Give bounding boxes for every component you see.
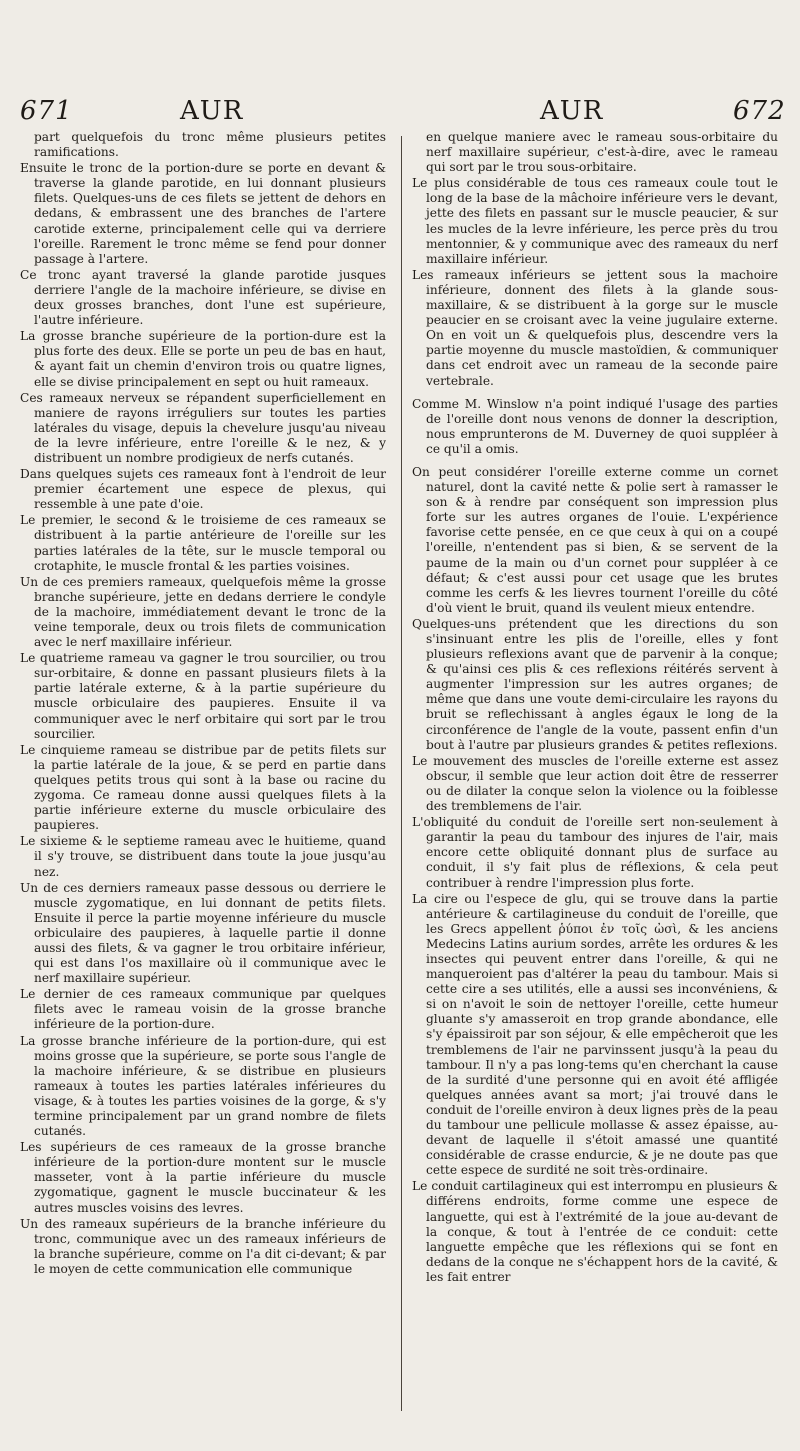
left-column bbox=[20, 130, 386, 1430]
paragraph: La grosse branche inférieure de la portion-dure, qui est moins grosse que la supérieure, se porte sous l'angle de la machoire inférieure, & se distribue en plusieurs rameaux à toutes les parties latérales inférieures du visage, & à toutes les parties voisines de la gorge, & s'y termine principalement par un grand nombre de filets cutanés. bbox=[20, 1033, 386, 1139]
paragraph: Comme M. Winslow n'a point indiqué l'usage des parties de l'oreille dont nous venons de donner la description, nous emprunterons de M. Duverney de quoi suppléer à ce qu'il a omis. bbox=[412, 396, 778, 456]
paragraph: Le premier, le second & le troisieme de ces rameaux se distribuent à la partie antérieure de l'oreille sur les parties latérales de la tête, sur le muscle temporal ou crotaphite, le muscle frontal & les parties voisines. bbox=[20, 513, 386, 573]
right-column bbox=[412, 130, 778, 1430]
paragraph: La cire ou l'espece de glu, qui se trouve dans la partie antérieure & cartilagineuse du conduit de l'oreille, que les Grecs appellent ῥύποι ἐν τοῖς ὠσὶ, & les anciens Medecins Latins aurium sordes, arrête les ordures & les insectes qui peuvent entrer dans l'oreille, & qui ne manqueroient pas d'altérer la peau du tambour. Mais si cette cire a ses utilités, elle a aussi ses inconvéniens, & si on n'avoit le soin de nettoyer l'oreille, cette humeur gluante s'y amasseroit en trop grande abondance, elle s'y épaissiroit par son séjour, & elle empêcheroit que les tremblemens de l'air ne parvinssent jusqu'à la peau du tambour. Il n'y a pas long-tems qu'en cherchant la cause de la surdité d'une personne qui en avoit été affligée quelques années avant sa mort; j'ai trouvé dans le conduit de l'oreille environ à deux lignes près de la peau du tambour une pellicule mollasse & assez épaisse, au-devant de laquelle il s'étoit amassé une quantité considérable de crasse endurcie, & je ne doute pas que cette espece de surdité ne soit très-ordinaire. bbox=[412, 891, 778, 1178]
paragraph: Le dernier de ces rameaux communique par quelques filets avec le rameau voisin de la grosse branche inférieure de la portion-dure. bbox=[20, 987, 386, 1032]
paragraph: On peut considérer l'oreille externe comme un cornet naturel, dont la cavité nette & polie sert à ramasser le son & à rendre par conséquent son impression plus forte sur les autres organes de l'ouie. L'expérience favorise cette pensée, en ce que ceux à qui on a coupé l'oreille, n'entendent pas si bien, & se servent de la paume de la main ou d'un cornet pour suppléer à ce défaut; & c'est aussi pour cet usage que les brutes comme les cerfs & les lievres tournent l'oreille du côté d'où vient le bruit, quand ils veulent mieux entendre. bbox=[412, 464, 778, 615]
running-head-left: AUR bbox=[180, 96, 244, 126]
paragraph: Les supérieurs de ces rameaux de la grosse branche inférieure de la portion-dure montent sur le muscle masseter, vont à la partie inférieure du muscle zygomatique, gagnent le muscle buccinateur & les autres muscles voisins des levres. bbox=[20, 1140, 386, 1215]
paragraph: Un de ces premiers rameaux, quelquefois même la grosse branche supérieure, jette en dedans derriere le condyle de la machoire, immédiatement devant le tronc de la veine temporale, deux ou trois filets de communication avec le nerf maxillaire inférieur. bbox=[20, 574, 386, 650]
paragraph: L'obliquité du conduit de l'oreille sert non-seulement à garantir la peau du tambour des injures de l'air, mais encore cette obliquité donnant plus de surface au conduit, il s'y fait plus de réflexions, & cela peut contribuer à rendre l'impression plus forte. bbox=[412, 815, 778, 890]
paragraph: Dans quelques sujets ces rameaux font à l'endroit de leur premier écartement une espece de plexus, qui ressemble à une pate d'oie. bbox=[20, 467, 386, 512]
column-divider bbox=[401, 136, 402, 1411]
paragraph: Le cinquieme rameau se distribue par de petits filets sur la partie latérale de la joue, & se perd en partie dans quelques petits trous qui sont à la base ou racine du zygoma. Ce rameau donne aussi quelques filets à la partie inférieure externe du muscle orbiculaire des paupieres. bbox=[20, 742, 386, 833]
paragraph: Quelques-uns prétendent que les directions du son s'insinuant entre les plis de l'oreille, elles y font plusieurs reflexions avant que de parvenir à la conque; & qu'ainsi ces plis & ces reflexions réitérés servent à augmenter l'impression sur les autres organes; de même que dans une voute demi-circulaire les rayons du bruit se reflechissant à angles égaux le long de la circonférence de l'angle de la voute, passent enfin d'un bout à l'autre par plusieurs grandes & petites reflexions. bbox=[412, 616, 778, 752]
paragraph: Les rameaux inférieurs se jettent sous la machoire inférieure, donnent des filets à la glande sous-maxillaire, & se distribuent à la gorge sur le muscle peaucier en se croisant avec la veine jugulaire externe. On en voit un & quelquefois plus, descendre vers la partie moyenne du muscle mastoïdien, & communiquer dans cet endroit avec un rameau de la seconde paire vertebrale. bbox=[412, 267, 778, 388]
paragraph: en quelque maniere avec le rameau sous-orbitaire du nerf maxillaire supérieur, c'est-à-dire, avec le rameau qui sort par le trou sous-orbitaire. bbox=[426, 130, 778, 175]
running-head-right: AUR bbox=[540, 96, 604, 126]
paragraph: Un de ces derniers rameaux passe dessous ou derriere le muscle zygomatique, en lui donnant de petits filets. Ensuite il perce la partie moyenne inférieure du muscle orbiculaire des paupieres, à laquelle partie il donne aussi des filets, & va gagner le trou orbitaire inférieur, qui est dans l'os maxillaire où il communique avec le nerf maxillaire supérieur. bbox=[20, 880, 386, 986]
paragraph: La grosse branche supérieure de la portion-dure est la plus forte des deux. Elle se porte un peu de bas en haut, & ayant fait un chemin d'environ trois ou quatre lignes, elle se divise principalement en sept ou huit rameaux. bbox=[20, 329, 386, 389]
paragraph: part quelquefois du tronc même plusieurs petites ramifications. bbox=[34, 130, 386, 160]
page-number-right: 672 bbox=[733, 96, 786, 126]
paragraph: Ces rameaux nerveux se répandent superficiellement en maniere de rayons irréguliers sur toutes les parties latérales du visage, depuis la chevelure jusqu'au niveau de la levre inférieure, entre l'oreille & le nez, & y distribuent un nombre prodigieux de nerfs cutanés. bbox=[20, 390, 386, 465]
paragraph: Le plus considérable de tous ces rameaux coule tout le long de la base de la mâchoire inférieure vers le devant, jette des filets en passant sur le muscle peaucier, & sur les mucles de la levre inférieure, les perce près du trou mentonnier, & y communique avec des rameaux du nerf maxillaire inférieur. bbox=[412, 176, 778, 266]
paragraph: Ensuite le tronc de la portion-dure se porte en devant & traverse la glande parotide, en lui donnant plusieurs filets. Quelques-uns de ces filets se jettent de dehors en dedans, & embrassent une des branches de l'artere carotide externe, principalement celle qui va derriere l'oreille. Rarement le tronc même se fend pour donner passage à l'artere. bbox=[20, 161, 386, 266]
paragraph: Le quatrieme rameau va gagner le trou sourcilier, ou trou sur-orbitaire, & donne en passant plusieurs filets à la partie latérale externe, & à la partie supérieure du muscle orbiculaire des paupieres. Ensuite il va communiquer avec le nerf orbitaire qui sort par le trou sourcilier. bbox=[20, 651, 386, 741]
paragraph: Le sixieme & le septieme rameau avec le huitieme, quand il s'y trouve, se distribuent dans toute la joue jusqu'au nez. bbox=[20, 834, 386, 879]
page-number-left: 671 bbox=[20, 96, 73, 126]
paragraph: Le conduit cartilagineux qui est interrompu en plusieurs & différens endroits, forme comme une espece de languette, qui est à l'extrémité de la joue au-devant de la conque, & tout à l'entrée de ce conduit: cette languette empêche que les réflexions qui se font en dedans de la conque ne s'échappent hors de la cavité, & les fait entrer bbox=[412, 1179, 778, 1284]
paragraph: Le mouvement des muscles de l'oreille externe est assez obscur, il semble que leur action doit être de resserrer ou de dilater la conque selon la violence ou la foiblesse des tremblemens de l'air. bbox=[412, 753, 778, 814]
paragraph: Un des rameaux supérieurs de la branche inférieure du tronc, communique avec un des rameaux inférieurs de la branche supérieure, comme on l'a dit ci-devant; & par le moyen de cette communication elle communique bbox=[20, 1216, 386, 1276]
paragraph: Ce tronc ayant traversé la glande parotide jusques derriere l'angle de la machoire inférieure, se divise en deux grosses branches, dont l'une est supérieure, l'autre inférieure. bbox=[20, 267, 386, 328]
